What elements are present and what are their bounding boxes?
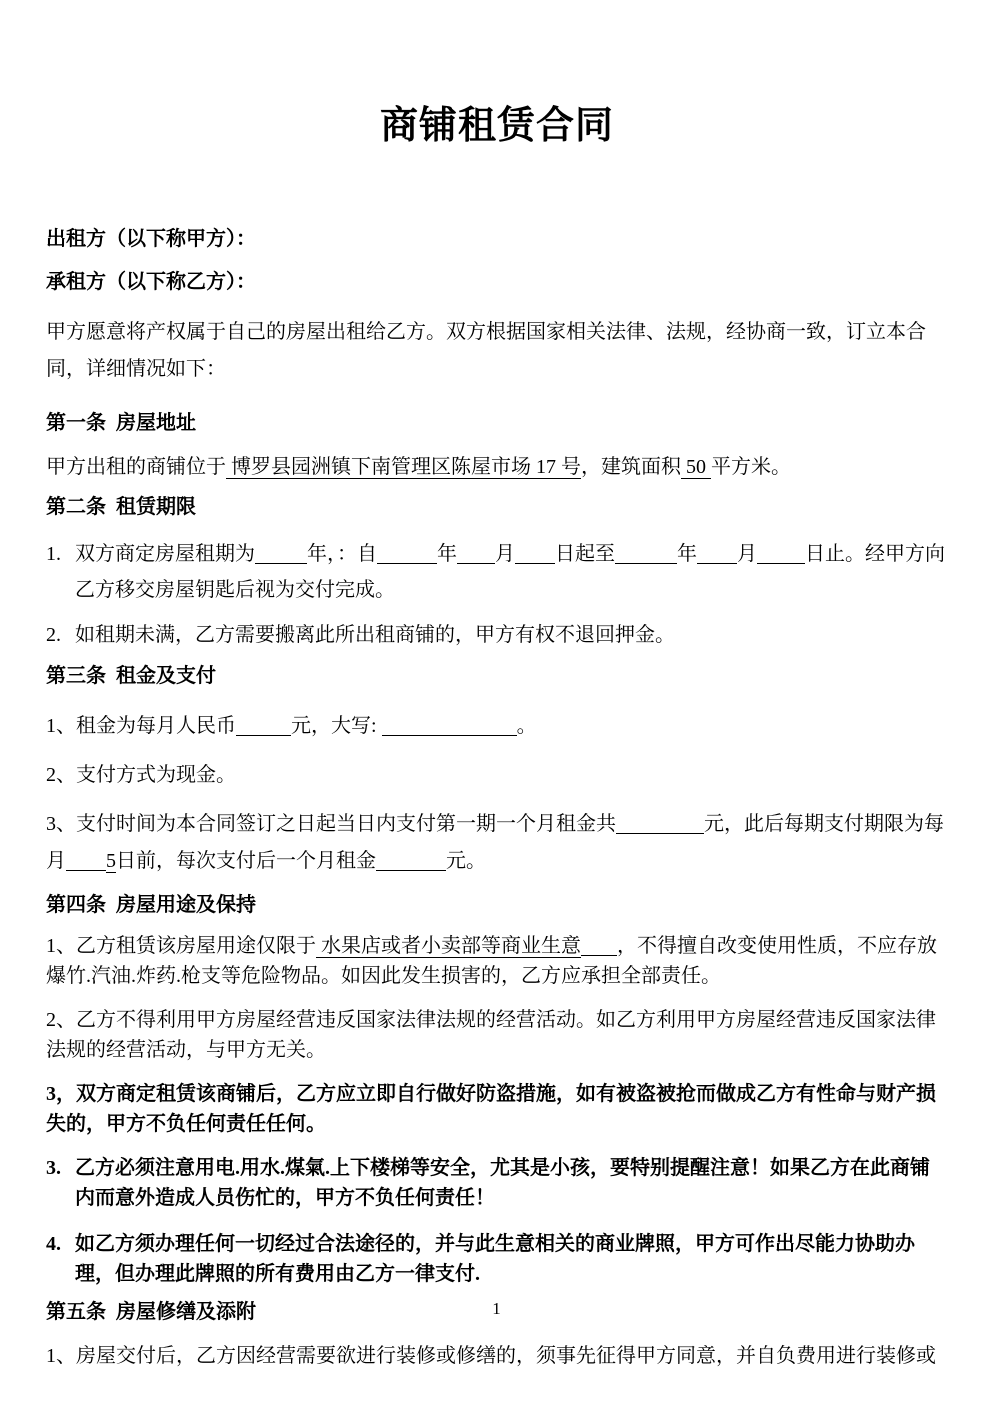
payment-text-4: 元。 bbox=[446, 850, 486, 872]
blank-end-day bbox=[757, 543, 805, 564]
section5-heading: 第五条 房屋修缮及添附 bbox=[46, 1301, 256, 1323]
section1-paragraph bbox=[46, 452, 948, 482]
term-text-8: 日止。经甲方向乙方移交房屋钥匙后视为交付完成。 bbox=[75, 543, 945, 601]
blank-rent-amount bbox=[236, 715, 291, 736]
item-number: 4. bbox=[46, 1233, 61, 1255]
item-number: 3. bbox=[46, 1157, 61, 1179]
license-item-text: 如乙方须办理任何一切经过合法途径的，并与此生意相关的商业牌照，甲方可作出尽能力协助办理，但办理此牌照的所有费用由乙方一律支付. bbox=[75, 1233, 915, 1285]
lease-term-item-1 bbox=[46, 536, 948, 608]
legal-use-paragraph: 2、乙方不得利用甲方房屋经营违反国家法律法规的经营活动。如乙方利用甲方房屋经营违反国家法律法规的经营活动，与甲方无关。 bbox=[46, 1009, 936, 1061]
rent-amount-paragraph bbox=[46, 708, 948, 745]
lessor-line: 出租方（以下称甲方）： bbox=[46, 228, 256, 250]
safety-item-text: 乙方必须注意用电.用水.煤氣.上下楼梯等安全，尤其是小孩，要特别提醒注意！如果乙方在此商铺内而意外造成人员伤忙的，甲方不负任何责任！ bbox=[75, 1157, 930, 1209]
term-text-5: 日起至 bbox=[555, 543, 615, 565]
document-title: 商铺租赁合同 bbox=[379, 105, 614, 147]
usage-paragraph bbox=[46, 931, 948, 991]
payment-day-underlined: 5 bbox=[106, 850, 116, 872]
payment-method-paragraph: 2、支付方式为现金。 bbox=[46, 764, 236, 786]
blank-before-day bbox=[66, 850, 106, 871]
blank-rent-in-words bbox=[382, 715, 517, 736]
rent-text-3: 。 bbox=[516, 715, 537, 737]
blank-years bbox=[255, 543, 307, 564]
blank-start-month bbox=[457, 543, 495, 564]
term-text-3: 年 bbox=[437, 543, 457, 565]
blank-usage-trailing bbox=[581, 935, 617, 956]
renovation-paragraph: 1、房屋交付后，乙方因经营需要欲进行装修或修缮的，须事先征得甲方同意，并自负费用进行装修或 bbox=[46, 1345, 936, 1367]
section1-heading: 第一条 房屋地址 bbox=[46, 412, 196, 434]
usage-text-1: 1、乙方租赁该房屋用途仅限于 bbox=[46, 935, 316, 957]
term-text-1: 双方商定房屋租期为 bbox=[75, 543, 255, 565]
term-text-2: 年，：自 bbox=[307, 543, 377, 565]
term-text-7: 月 bbox=[737, 543, 757, 565]
blank-first-rent-total bbox=[616, 813, 704, 834]
lease-term-item-2 bbox=[46, 617, 948, 653]
blank-monthly-rent bbox=[376, 850, 446, 871]
safety-item bbox=[46, 1153, 948, 1213]
address-mid-text: ，建筑面积 bbox=[581, 456, 681, 478]
section3-heading: 第三条 租金及支付 bbox=[46, 665, 216, 687]
payment-text-2: 元，此后每期支付期限为每月 bbox=[46, 813, 944, 872]
payment-text-3: 日前，每次支付后一个月租金 bbox=[116, 850, 376, 872]
blank-start-day bbox=[515, 543, 555, 564]
lessee-line: 承租方（以下称乙方）： bbox=[46, 271, 256, 293]
rent-text-1: 1、租金为每月人民币 bbox=[46, 715, 236, 737]
intro-paragraph: 甲方愿意将产权属于自己的房屋出租给乙方。双方根据国家相关法律、法规，经协商一致，订立本合同，详细情况如下： bbox=[46, 321, 926, 380]
term-text-6: 年 bbox=[677, 543, 697, 565]
license-item bbox=[46, 1229, 948, 1289]
item-number: 2. bbox=[46, 624, 61, 646]
area-underlined-value: 50 bbox=[681, 456, 711, 478]
payment-text-1: 3、支付时间为本合同签订之日起当日内支付第一期一个月租金共 bbox=[46, 813, 616, 835]
usage-underlined-value: 水果店或者小卖部等商业生意 bbox=[316, 935, 581, 957]
blank-start-year bbox=[377, 543, 437, 564]
blank-end-year bbox=[615, 543, 677, 564]
blank-end-month bbox=[697, 543, 737, 564]
term-item2-text: 如租期未满，乙方需要搬离此所出租商铺的，甲方有权不退回押金。 bbox=[75, 624, 675, 646]
address-post-text: 平方米。 bbox=[711, 456, 791, 478]
term-text-4: 月 bbox=[495, 543, 515, 565]
address-underlined-value: 博罗县园洲镇下南管理区陈屋市场 17 号 bbox=[226, 456, 581, 478]
address-pre-text: 甲方出租的商铺位于 bbox=[46, 456, 226, 478]
payment-time-paragraph bbox=[46, 806, 948, 880]
rent-text-2: 元，大写: bbox=[291, 715, 382, 737]
section4-heading: 第四条 房屋用途及保持 bbox=[46, 894, 256, 916]
anti-theft-paragraph: 3，双方商定租赁该商铺后，乙方应立即自行做好防盗措施，如有被盗被抢而做成乙方有性命与财产损失的，甲方不负任何责任任何。 bbox=[46, 1083, 936, 1135]
section2-heading: 第二条 租赁期限 bbox=[46, 496, 196, 518]
item-number: 1. bbox=[46, 543, 61, 565]
usage-text-2: ，不得擅自改变使用性质，不应存放爆竹.汽油.炸药.枪支等危险物品。如因此发生损害的，乙方应承担全部责任。 bbox=[46, 935, 937, 987]
page-number: 1 bbox=[492, 1299, 501, 1318]
